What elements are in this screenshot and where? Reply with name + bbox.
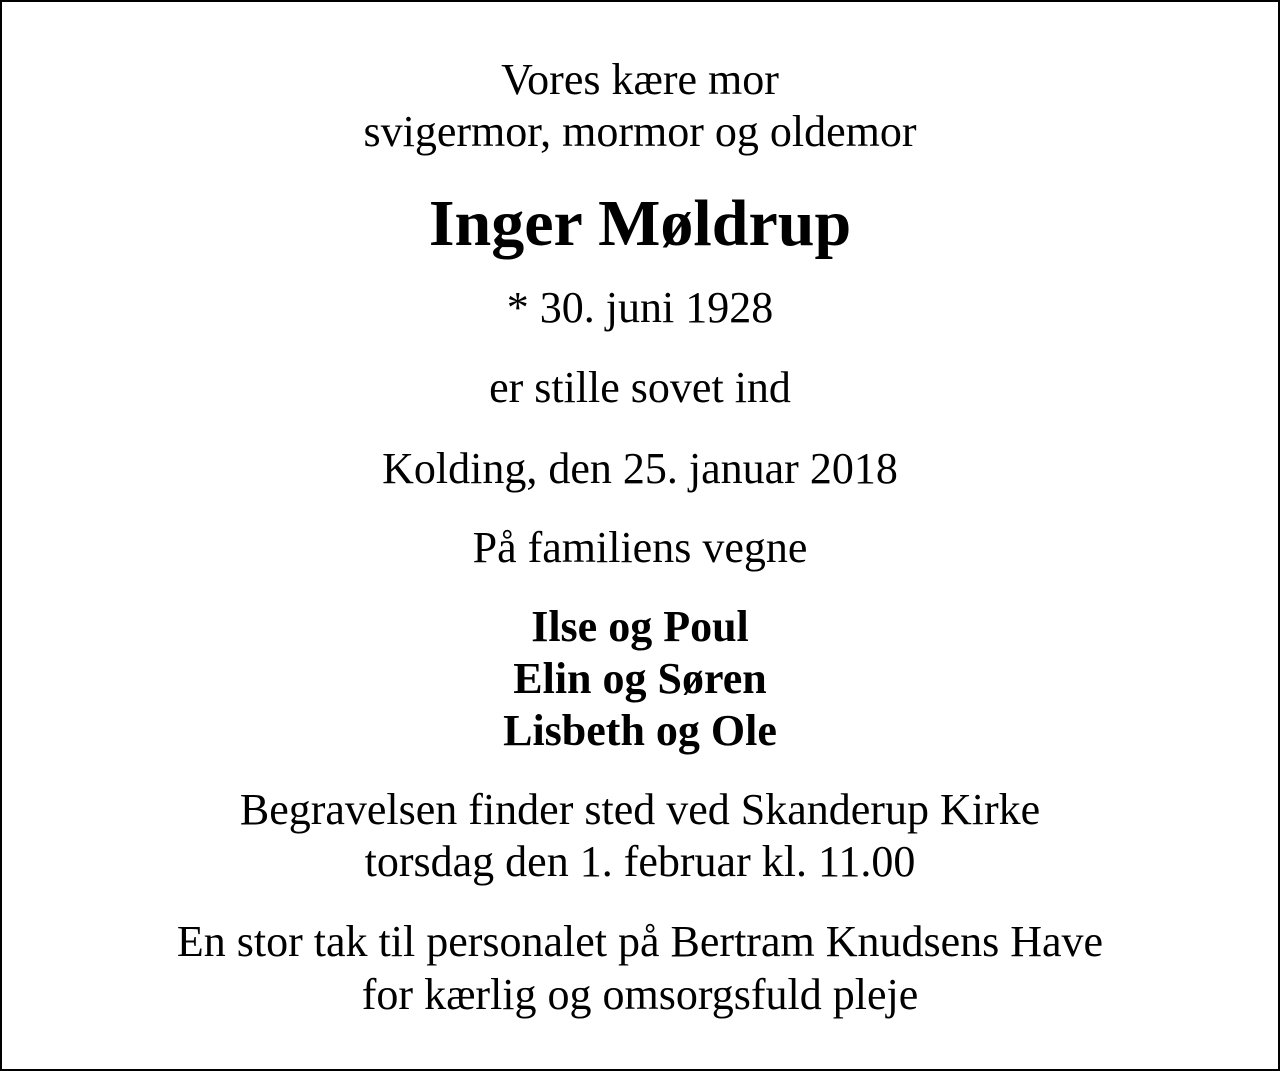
- family-member-2: Elin og Søren: [513, 654, 767, 703]
- intro-line-2: svigermor, mormor og oldemor: [363, 107, 917, 156]
- intro-line-1: Vores kære mor: [501, 55, 779, 104]
- birth-date: * 30. juni 1928: [506, 283, 774, 332]
- family-member-3: Lisbeth og Ole: [503, 706, 777, 755]
- funeral-time: torsdag den 1. februar kl. 11.00: [364, 837, 916, 886]
- family-signoff: På familiens vegne: [472, 523, 808, 572]
- funeral-location: Begravelsen finder sted ved Skanderup Kirke: [239, 785, 1041, 834]
- thanks-line-1: En stor tak til personalet på Bertram Knudsens Have: [176, 917, 1104, 966]
- place-and-date: Kolding, den 25. januar 2018: [382, 444, 898, 493]
- thanks-line-2: for kærlig og omsorgsfuld pleje: [361, 970, 919, 1019]
- death-phrase: er stille sovet ind: [489, 363, 791, 412]
- deceased-name: Inger Møldrup: [428, 187, 852, 260]
- family-member-1: Ilse og Poul: [531, 602, 749, 651]
